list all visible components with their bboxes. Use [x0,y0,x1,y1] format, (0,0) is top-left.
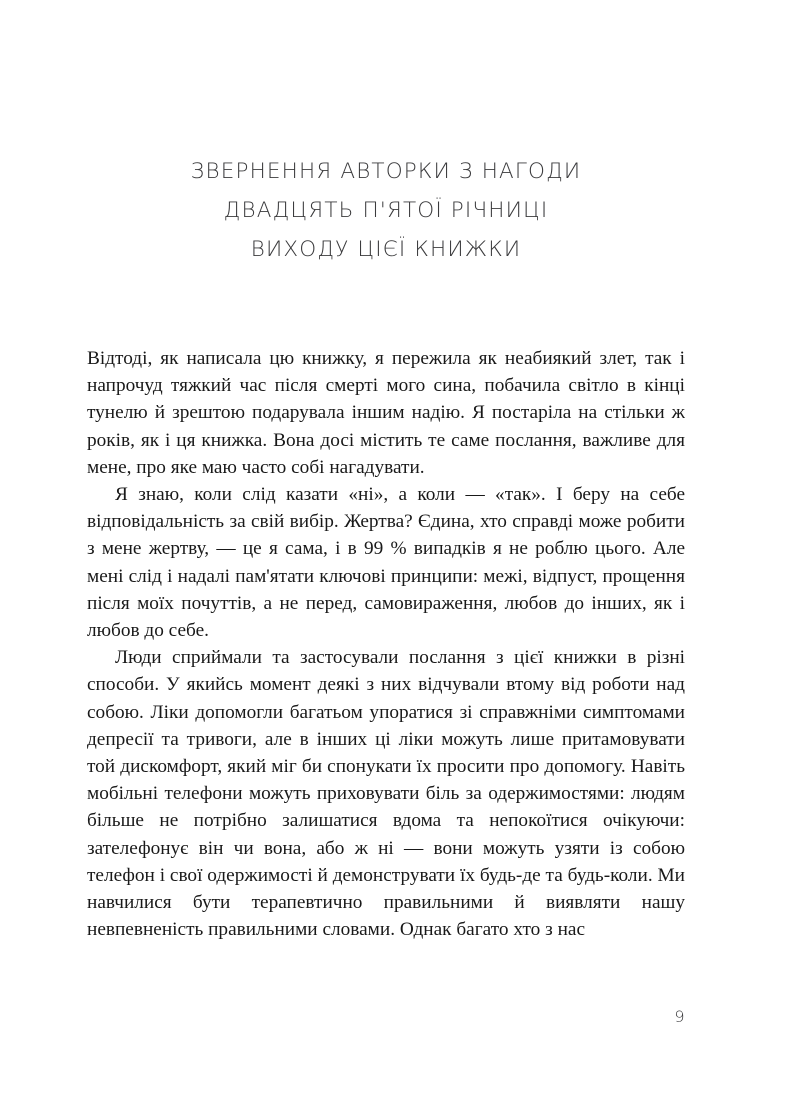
chapter-title-line-1: ЗВЕРНЕННЯ АВТОРКИ З НАГОДИ [190,159,582,185]
page-number: 9 [674,1007,685,1026]
chapter-title-line-3: ВИХОДУ ЦІЄЇ КНИЖКИ [250,237,522,263]
body-text [87,345,685,943]
paragraph: Відтоді, як написала цю книжку, я пережила як неабиякий злет, так і напрочуд тяжкий час після смерті мого сина, побачила світло в кінці тунелю й зрештою подарувала іншим надію. Я постаріла на стільки ж років, як і ця книжка. Вона досі містить те саме послання, важливе для мене, про яке маю часто собі нагадувати. [87,348,685,478]
paragraph: Люди сприймали та застосували послання з цієї книжки в різні способи. У якийсь момент деякі з них відчували втому від роботи над собою. Ліки допомогли багатьом упоратися зі справжніми симптомами депресії та тривоги, але в інших ці ліки можуть лише притамовувати той дискомфорт, який міг би спонукати їх просити про допомогу. Навіть мобільні телефони можуть приховувати біль за одержимостями: людям більше не потрібно залишатися вдома та непокоїтися очікуючи: зателефонує він чи вона, або ж ні — вони можуть узяти із собою телефон і свої одержимості й демонструвати їх будь-де та будь-коли. Ми навчилися бути терапевтично правильними й виявляти нашу невпевненість правильними словами. Однак багато хто з нас [87,647,685,941]
chapter-title-line-2: ДВАДЦЯТЬ П'ЯТОЇ РІЧНИЦІ [223,198,549,224]
paragraph: Я знаю, коли слід казати «ні», а коли — «так». І беру на себе відповідальність за свій вибір. Жертва? Єдина, хто справді може робити з мене жертву, — це я сама, і в 99 % випадків я не роблю цього. Але мені слід і надалі пам'ятати ключові принципи: межі, відпуст, прощення після моїх почуттів, а не перед, самовираження, любов до інших, як і любов до себе. [87,484,685,642]
chapter-title [87,152,685,269]
